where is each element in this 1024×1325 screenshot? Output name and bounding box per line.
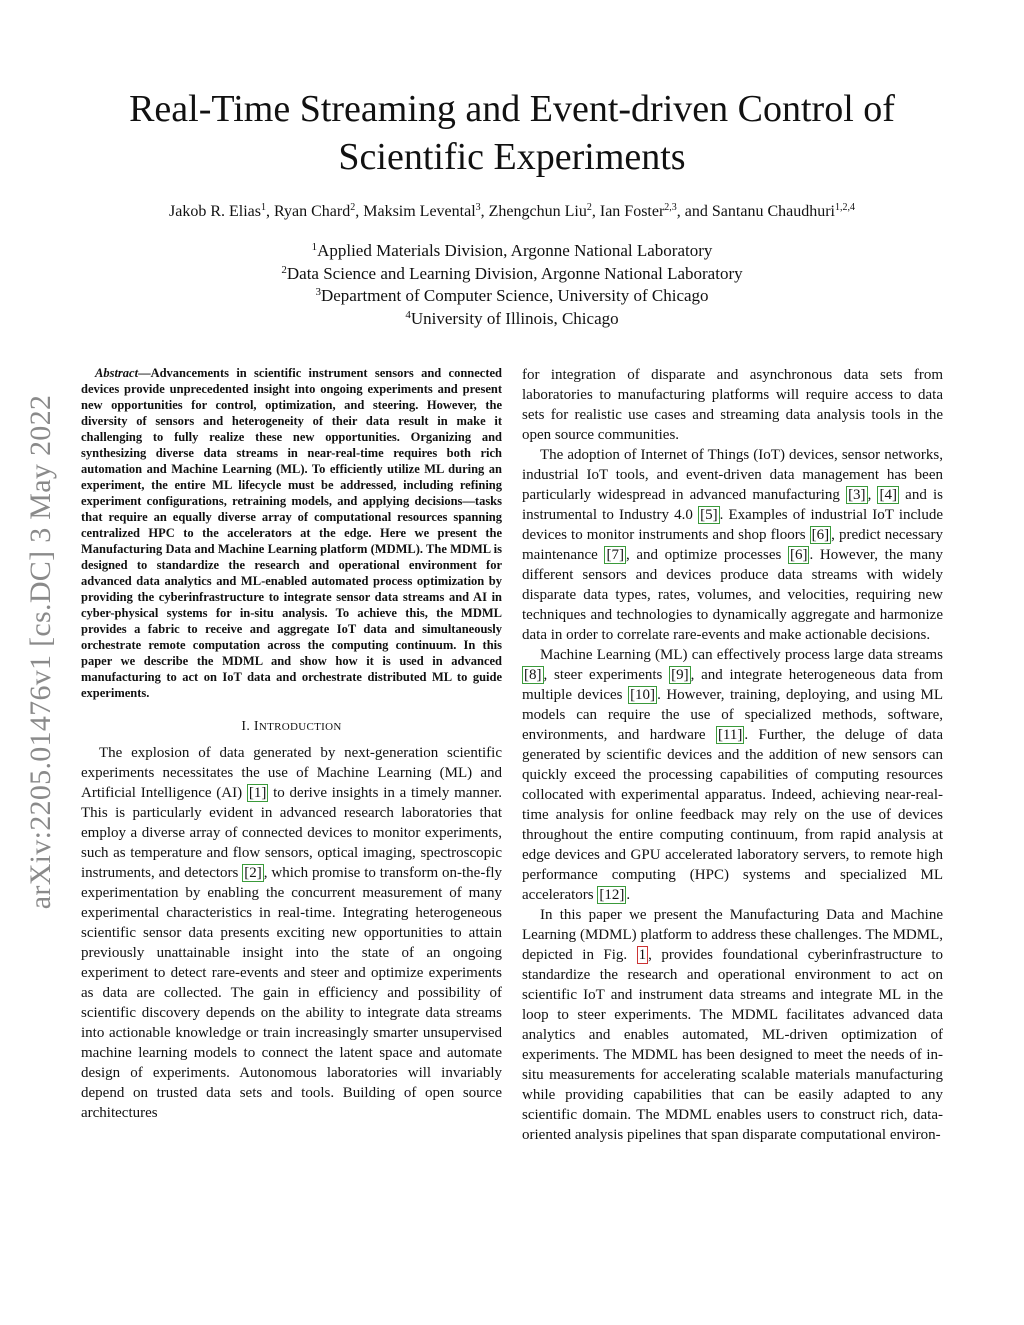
arxiv-sidebar-stamp — [22, 346, 60, 958]
citation-link[interactable]: [8] — [524, 667, 542, 683]
author-list: Jakob R. Elias$^1$, Ryan Chard$^2$, Maksim Levental$^3$, Zhengchun Liu$^2$, Ian Foster$^{2,3}$, and Santanu Chaudhuri$^{1,2,4}$ — [169, 202, 855, 220]
left-column — [81, 365, 502, 1123]
citation-link[interactable]: [12] — [599, 887, 625, 903]
affiliation-line — [80, 285, 944, 308]
affiliation-number: 4 — [405, 308, 411, 321]
section-heading-introduction: I. INTRODUCTION — [241, 719, 342, 734]
author-affiliation-mark: 1,2,4 — [835, 202, 855, 213]
body-paragraph: In this paper we present the Manufacturing Data and Machine Learning (MDML) platform to address these challenges. The MDML, depicted in Fig. 1 , provides foundational cyberinfrastructure to standardize the research and operational environment to act on scientific IoT and instrument data streams and integrate ML in the loop to steer experiments. The MDML facilitates advanced data analytics and enables automated, ML-driven optimization of experiments. The MDML has been designed to meet the needs of in-situ measurements for accelerating scalable materials manufacturing while providing capabilities that can be easily adapted to any scientific domain. The MDML enables users to construct rich, data-oriented analysis pipelines that span disparate computational environ- — [522, 907, 943, 1143]
abstract-text: —Advancements in scientific instrument sensors and connected devices provide unprecedented insight into ongoing experiments and present new opportunities for control, optimization, and steering. However, the diversity of sensors and heterogeneity of their data result in make it challenging to fully realize these new opportunities. Organizing and synthesizing diverse data streams in near-real-time requires both rich automation and Machine Learning (ML). To efficiently utilize ML during an experiment, the entire ML lifecycle must be addressed, including refining experiment configurations, retraining models, and applying decisions—tasks that require an equally diverse array of computational resources spanning centralized HPC to the accelerators at the edge. Here we present the Manufacturing Data and Machine Learning platform (MDML). The MDML is designed to standardize the research and operational environment for advanced data analytics and ML-enabled automated process optimization by providing the cyberinfrastructure to integrate sensor data streams and AI in cyber-physical systems for in-situ analysis. To achieve this, the MDML provides a fabric to receive and aggregate IoT data and simultaneously orchestrate remote computation across the computing continuum. In this paper we describe the MDML and show how it is used in advanced manufacturing to act on IoT data and orchestrate distributed ML to guide experiments. — [81, 366, 502, 700]
abstract — [81, 365, 502, 701]
right-column — [522, 365, 943, 1145]
arxiv-id-text: arXiv:2205.01476v1 [cs.DC] 3 May 2022 — [24, 394, 57, 910]
citation-link[interactable]: [3] — [848, 487, 866, 503]
citation-link[interactable]: [6] — [811, 527, 830, 543]
abstract-label: Abstract — [95, 366, 139, 380]
citation-link[interactable]: [5] — [700, 507, 718, 523]
affiliation-number: 3 — [315, 286, 321, 298]
author-name: Zhengchun Liu — [488, 203, 587, 220]
author-affiliation-mark: 2 — [350, 202, 356, 213]
author-name: and Santanu Chaudhuri — [684, 203, 835, 220]
figure-link[interactable]: 1 — [638, 947, 647, 963]
affiliation-text: University of Illinois, Chicago — [410, 308, 619, 328]
author-affiliation-mark: 1 — [261, 202, 266, 213]
body-paragraph: The explosion of data generated by next-generation scientific experiments necessitates the use of Machine Learning (ML) and Artificial Intelligence (AI) [1] to derive insights in a timely manner. This is particularly evident in advanced research laboratories that employ a diverse array of connected devices to monitor experiments, such as temperature and flow sensors, optical imaging, spectroscopic instruments, and detectors [2] , which promise to transform on-the-fly experimentation by enabling the concurrent measurement of many experimental characteristics in real-time. Integrating heterogeneous scientific sensor data presents exciting new opportunities to attain previously unattainable insight into the state of an ongoing experiment to detect rare-events and steer and optimize experiments as data are collected. The gain in efficiency and possibility of scientific discovery depends on the ability to integrate data streams into actionable knowledge or train increasingly smarter unsupervised machine learning models to connect the latent space and automate design of experiments. Autonomous laboratories will invariably depend on trusted data sets and tools. Building of open source architectures — [81, 745, 502, 1121]
body-paragraph: The adoption of Internet of Things (IoT) devices, sensor networks, industrial IoT tools, and event-driven data management has been particularly widespread in advanced manufacturing [3] , [4] and is instrumental to Industry 4.0 [5] . Examples of industrial IoT include devices to monitor instruments and shop floors [6] , predict necessary maintenance [7] , and optimize processes [6] . However, the many different sensors and devices produce data streams with widely disparate data types, rates, volumes, and velocities, requiring new techniques and technologies to dynamically aggregate and harmonize data in order to correlate rare-events and make actionable decisions. — [522, 447, 944, 643]
author-name: Maksim Levental — [363, 203, 476, 220]
affiliation-text: Data Science and Learning Division, Argonne National Laboratory — [286, 263, 743, 283]
affiliation-text: Applied Materials Division, Argonne National Laboratory — [317, 241, 713, 260]
affiliation-line — [80, 240, 944, 263]
author-affiliation-mark: 2 — [586, 202, 592, 213]
body-paragraph: Machine Learning (ML) can effectively process large data streams [8] , steer experiments [9] , and integrate heterogeneous data from multiple devices [10] . However, training, deploying, and using ML models can require the use of specialized methods, software, environments, and hardware [11] . Further, the deluge of data generated by scientific devices and the addition of new sensors can quickly exceed the processing capabilities of computing resources collocated with experimental apparatus. Indeed, achieving near-real-time analysis for online feedback may rely on the use of devices throughout the entire computing continuum, from rapid analysis at edge devices and GPU accelerated laboratory servers, to remote high performance computing (HPC) systems and specialized ML accelerators [12] . — [522, 647, 944, 903]
affiliation-list — [80, 240, 944, 330]
citation-link[interactable]: [11] — [717, 727, 743, 743]
citation-link[interactable]: [1] — [248, 785, 267, 801]
author-affiliation-mark: 2,3 — [664, 202, 677, 213]
author-name: Jakob R. Elias — [169, 203, 261, 220]
citation-link[interactable]: [4] — [879, 487, 897, 503]
citation-link[interactable]: [10] — [630, 687, 656, 703]
author-name: Ryan Chard — [274, 203, 351, 220]
affiliation-line — [80, 308, 944, 331]
citation-link[interactable]: [2] — [244, 865, 262, 881]
body-paragraph: for integration of disparate and asynchronous data sets from laboratories to manufacturing platforms will require access to data sets for realistic use cases and streaming data analysis tools in the open source communities. — [522, 367, 943, 443]
author-affiliation-mark: 3 — [475, 202, 481, 213]
affiliation-text: Department of Computer Science, University of Chicago — [320, 286, 709, 305]
citation-link[interactable]: [7] — [606, 547, 624, 563]
affiliation-number: 2 — [281, 263, 287, 276]
author-name: Ian Foster — [599, 203, 665, 220]
citation-link[interactable]: [6] — [789, 547, 808, 563]
affiliation-line — [80, 263, 944, 286]
affiliation-number: 1 — [311, 241, 318, 253]
citation-link[interactable]: [9] — [671, 667, 689, 683]
paper-title: Real-Time Streaming and Event-driven Control of Scientific Experiments — [129, 88, 895, 178]
